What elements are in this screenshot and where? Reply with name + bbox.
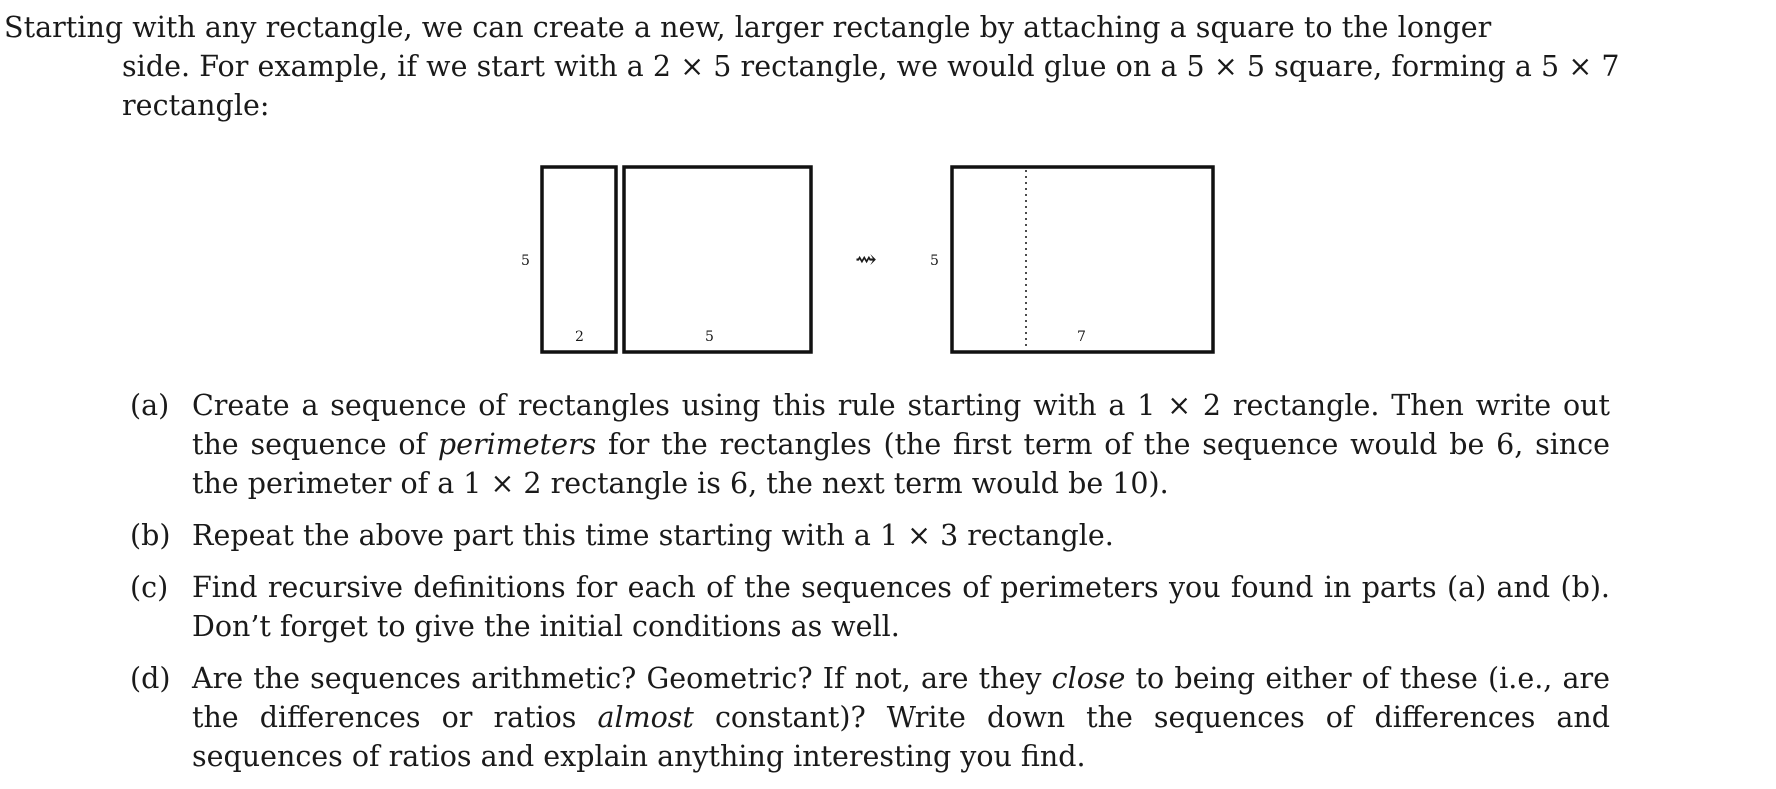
square [624, 167, 811, 352]
intro-line-2: side. For example, if we start with a 2 × 5 rectangle, we would glue on a 5 × 5 square, forming a 5 × 7 [122, 50, 1620, 83]
question-d-text [192, 659, 1610, 776]
question-a-text [192, 386, 1610, 503]
small-rectangle [542, 167, 616, 352]
question-d-text-1: Are the sequences arithmetic? Geometric? If not, are they [192, 662, 1052, 695]
question-c-label: (c) [130, 571, 169, 604]
question-d-text-3: constant)? Write down the sequences of differences and sequences of ratios and explain anything interesting you find. [192, 701, 1610, 773]
question-d [130, 659, 1610, 776]
question-b-text: Repeat the above part this time starting with a 1 × 3 rectangle. [192, 519, 1114, 552]
question-a-text-2: for the rectangles (the first term of the sequence would be 6, since the perimeter of a 1 × 2 rectangle is 6, the next term would be 10). [192, 428, 1611, 500]
question-a-label: (a) [130, 389, 170, 422]
right-height-label: 5 [930, 253, 939, 269]
question-a-emphasis: perimeters [437, 428, 597, 461]
question-d-emphasis-2: almost [597, 701, 694, 734]
left-height-label: 5 [521, 253, 530, 269]
question-c-text: Find recursive definitions for each of the sequences of perimeters you found in parts (a) and (b). Don’t forget to give the initial conditions as well. [192, 571, 1610, 643]
squiggle-arrow-icon: ⇝ [855, 245, 877, 275]
intro-paragraph [4, 8, 1620, 125]
small-width-label: 2 [575, 329, 584, 345]
question-list [130, 386, 1610, 789]
square-width-label: 5 [705, 329, 714, 345]
question-b-label: (b) [130, 519, 171, 552]
result-rectangle [952, 167, 1213, 352]
question-d-emphasis-1: close [1051, 662, 1126, 695]
intro-line-1: Starting with any rectangle, we can create a new, larger rectangle by attaching a square to the longer [4, 11, 1492, 44]
intro-line-3: rectangle: [122, 89, 270, 122]
question-d-label: (d) [130, 662, 171, 695]
question-b [130, 516, 1610, 555]
result-width-label: 7 [1077, 329, 1086, 345]
question-d-text-2: to being either of these (i.e., are the differences or ratios [192, 662, 1610, 734]
question-a-text-1: Create a sequence of rectangles using this rule starting with a 1 × 2 rectangle. Then write out the sequence of [192, 389, 1610, 461]
question-a [130, 386, 1610, 503]
question-c [130, 568, 1610, 646]
